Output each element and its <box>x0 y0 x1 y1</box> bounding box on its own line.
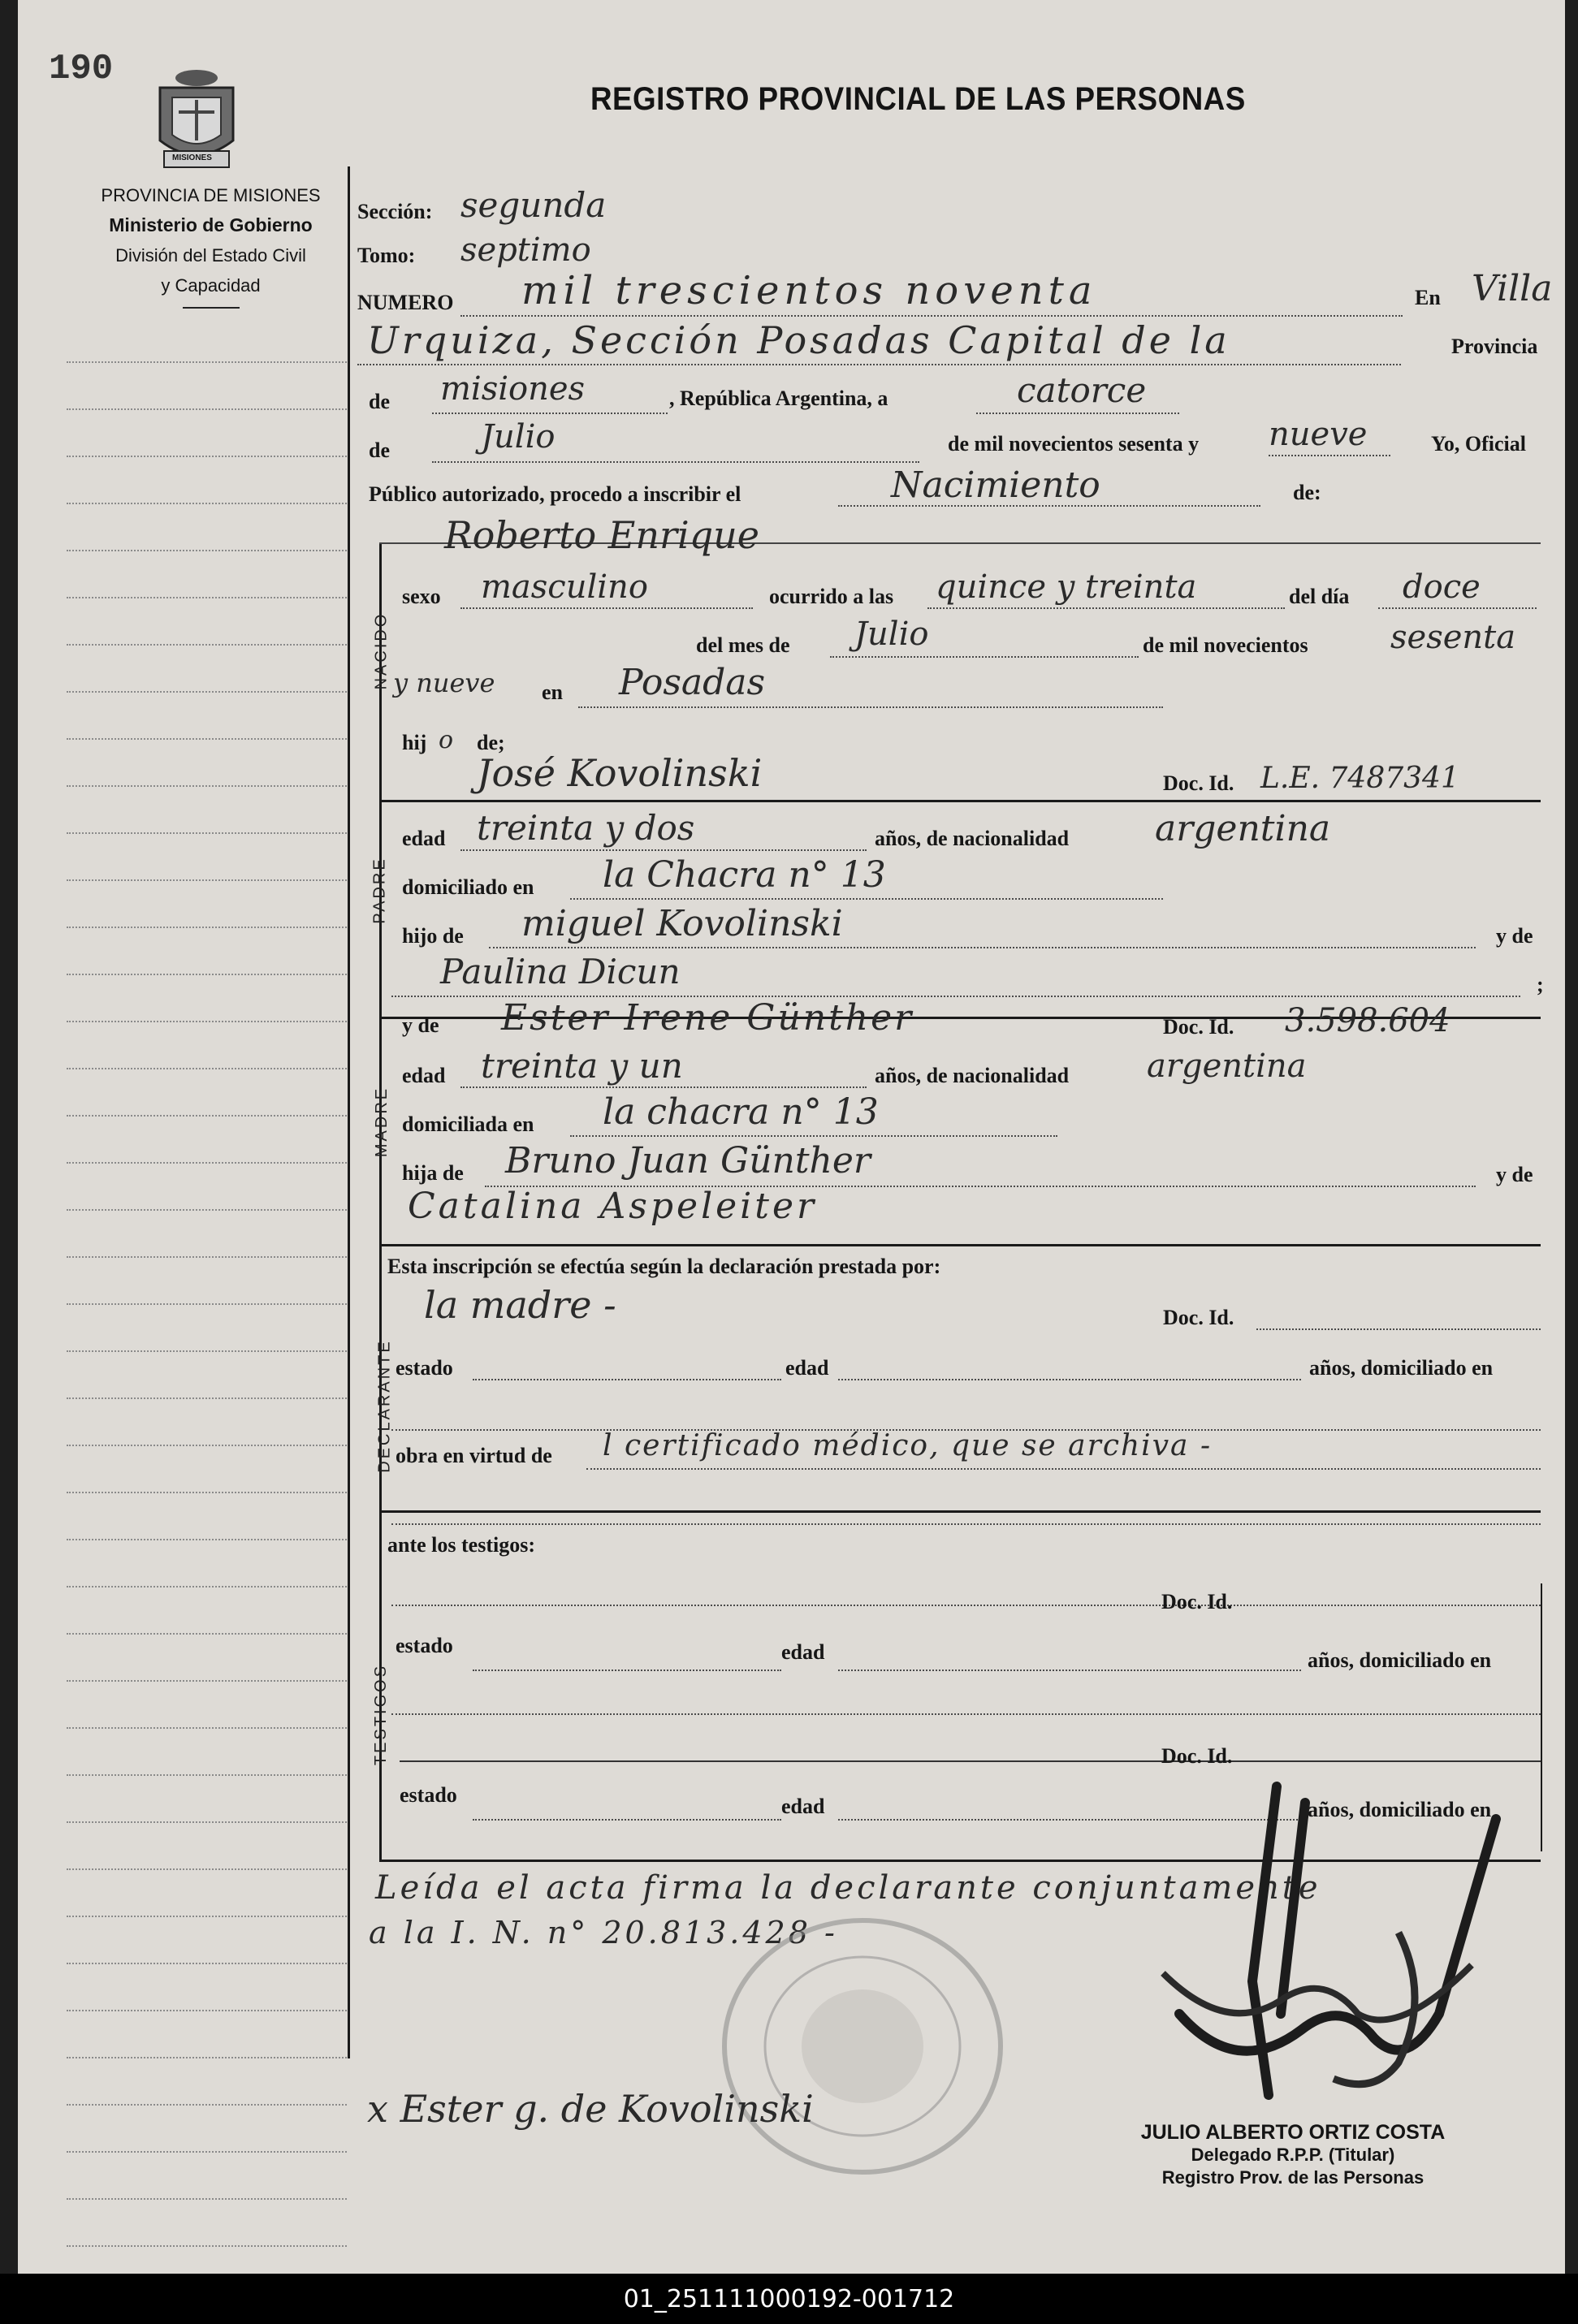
margin-line <box>67 1868 347 1870</box>
section-label-declarante: DECLARANTE <box>375 1339 394 1473</box>
label-declarante-doc: Doc. Id. <box>1163 1306 1234 1329</box>
value-anio: nueve <box>1269 416 1368 453</box>
value-madre-nac: argentina <box>1147 1048 1307 1085</box>
label-de-semicolon: de; <box>477 731 505 754</box>
margin-line <box>67 927 347 928</box>
issuer-block <box>67 180 355 309</box>
margin-line <box>67 1209 347 1211</box>
value-seccion: segunda <box>460 185 607 225</box>
label-testigo2-estado: estado <box>400 1783 457 1807</box>
label-testigo1-edad: edad <box>781 1640 825 1664</box>
margin-line <box>67 2151 347 2153</box>
margin-line <box>67 1445 347 1446</box>
label-testigo2-edad: edad <box>781 1795 825 1818</box>
value-dia-nac: doce <box>1403 568 1481 606</box>
issuer-division: División del Estado Civil <box>115 245 306 266</box>
label-madre-hija-de: hija de <box>402 1161 464 1185</box>
value-hora: quince y treinta <box>936 568 1197 606</box>
label-sexo: sexo <box>402 585 441 608</box>
margin-line <box>67 361 347 363</box>
issuer-ministry: Ministerio de Gobierno <box>109 214 313 235</box>
margin-line <box>67 691 347 693</box>
value-mes-nac: Julio <box>854 616 929 653</box>
label-testigo2-doc: Doc. Id. <box>1161 1744 1233 1768</box>
label-numero: NUMERO <box>357 291 454 314</box>
margin-line <box>67 738 347 740</box>
value-madre-nombre: Ester Irene Günther <box>501 997 914 1039</box>
value-madre-dom: la chacra n° 13 <box>603 1091 879 1133</box>
value-padre-padre: miguel Kovolinski <box>521 903 843 944</box>
label-del-mes: del mes de <box>696 633 790 657</box>
registry-number: 190 <box>49 49 114 89</box>
margin-line <box>67 1256 347 1258</box>
label-provincia: Provincia <box>1451 335 1538 358</box>
issuer-province: PROVINCIA DE MISIONES <box>101 185 321 205</box>
label-ocurrido: ocurrido a las <box>769 585 894 608</box>
value-padre-edad: treinta y dos <box>477 808 695 848</box>
margin-line <box>67 1350 347 1352</box>
official-seal-stamp <box>716 1912 1009 2180</box>
value-numero: mil trescientos noventa <box>521 268 1097 313</box>
margin-line <box>67 1539 347 1540</box>
official-name: JULIO ALBERTO ORTIZ COSTA <box>1140 2121 1446 2144</box>
registry-page <box>18 0 1565 2274</box>
label-declaracion: Esta inscripción se efectúa según la declaración prestada por: <box>387 1255 941 1278</box>
label-de-mil: de mil novecientos sesenta y <box>948 432 1200 456</box>
margin-line <box>67 1303 347 1305</box>
label-de-colon: de: <box>1293 481 1321 504</box>
label-madre-doc: Doc. Id. <box>1163 1015 1234 1039</box>
label-de-mil-nov: de mil novecientos <box>1143 633 1308 657</box>
section-label-madre: MADRE <box>373 1086 391 1158</box>
margin-line <box>67 1115 347 1117</box>
label-de-2: de <box>369 438 390 462</box>
label-padre-edad: edad <box>402 827 446 850</box>
label-testigos: ante los testigos: <box>387 1533 535 1557</box>
value-padre-nac: argentina <box>1155 808 1331 849</box>
value-acto: Nacimiento <box>891 464 1100 506</box>
official-signature <box>1131 1770 1504 2111</box>
label-padre-doc: Doc. Id. <box>1163 771 1234 795</box>
label-madre-dom: domiciliada en <box>402 1112 534 1136</box>
margin-line <box>67 644 347 646</box>
section-label-padre: PADRE <box>370 857 389 924</box>
mother-signature: x Ester g. de Kovolinski <box>367 2087 814 2131</box>
margin-line <box>67 2104 347 2106</box>
value-place-line: Urquiza, Sección Posadas Capital de la <box>367 318 1230 362</box>
value-padre-madre: Paulina Dicun <box>440 952 681 991</box>
label-obra: obra en virtud de <box>396 1444 552 1467</box>
label-yo-oficial: Yo, Oficial <box>1431 432 1526 456</box>
label-padre-y-de: y de <box>1496 924 1533 948</box>
margin-line <box>67 1162 347 1164</box>
official-office: Registro Prov. de las Personas <box>1161 2167 1425 2188</box>
label-testigo1-doc: Doc. Id. <box>1161 1590 1233 1613</box>
margin-line <box>67 974 347 975</box>
margin-line <box>67 1774 347 1776</box>
note-line-1: Leída el acta firma la declarante conjuntamente <box>375 1869 1321 1907</box>
value-en-place: Villa <box>1472 268 1553 309</box>
margin-line <box>67 879 347 881</box>
label-testigo2-anios: años, domiciliado en <box>1308 1798 1492 1821</box>
margin-line <box>67 1397 347 1399</box>
margin-line <box>67 550 347 551</box>
label-testigo1-anios: años, domiciliado en <box>1308 1648 1492 1672</box>
margin-line <box>67 832 347 834</box>
label-declarante-anios: años, domiciliado en <box>1309 1356 1494 1380</box>
margin-line <box>67 1680 347 1682</box>
label-padre-dom: domiciliado en <box>402 875 534 899</box>
official-block <box>1066 2121 1520 2189</box>
label-madre-y-de: y de <box>402 1013 439 1037</box>
margin-line <box>67 1727 347 1729</box>
label-en: En <box>1415 286 1441 309</box>
margin-line <box>67 503 347 504</box>
value-hijo-suffix: o <box>439 726 454 754</box>
margin-line <box>67 2245 347 2247</box>
scan-footer-id: 01_251111000192-001712 <box>0 2274 1578 2324</box>
margin-line <box>67 1492 347 1493</box>
margin-line <box>67 785 347 787</box>
section-label-testigos: TESTIGOS <box>372 1663 391 1766</box>
label-en-lower: en <box>542 680 563 704</box>
label-madre-nac: años, de nacionalidad <box>875 1064 1070 1087</box>
label-hijo: hij <box>402 731 427 754</box>
label-padre-hijo-de: hijo de <box>402 924 464 948</box>
margin-line <box>67 456 347 457</box>
value-tomo: septimo <box>460 231 591 269</box>
label-madre-y-de-2: y de <box>1496 1163 1533 1186</box>
margin-line <box>67 2057 347 2058</box>
label-semicolon: ; <box>1537 973 1544 996</box>
note-line-2: a la I. N. n° 20.813.428 - <box>369 1915 838 1950</box>
value-madre-madre: Catalina Aspeleiter <box>408 1186 818 1227</box>
value-provincia: misiones <box>440 370 586 408</box>
margin-line <box>67 1963 347 1964</box>
value-lugar: Posadas <box>619 662 766 703</box>
label-seccion: Sección: <box>357 200 433 223</box>
label-republica: , República Argentina, a <box>669 387 888 410</box>
official-role: Delegado R.P.P. (Titular) <box>1191 2145 1395 2165</box>
margin-line <box>67 2010 347 2011</box>
value-madre-doc: 3.598.604 <box>1285 1002 1450 1039</box>
label-padre-nac: años, de nacionalidad <box>875 827 1070 850</box>
value-madre-edad: treinta y un <box>481 1046 683 1086</box>
label-tomo: Tomo: <box>357 244 416 267</box>
value-obra: l certificado médico, que se archiva - <box>603 1429 1213 1462</box>
label-de-1: de <box>369 390 390 413</box>
value-dia: catorce <box>1017 370 1147 410</box>
margin-line <box>67 597 347 598</box>
margin-line <box>67 1916 347 1917</box>
label-testigo1-estado: estado <box>396 1634 453 1657</box>
label-declarante-estado: estado <box>396 1356 453 1380</box>
label-publico: Público autorizado, procedo a inscribir el <box>369 482 741 506</box>
margin-line <box>67 1633 347 1635</box>
label-del-dia: del día <box>1289 585 1350 608</box>
margin-line <box>67 1068 347 1069</box>
value-padre-doc: L.E. 7487341 <box>1260 762 1459 795</box>
margin-line <box>67 408 347 410</box>
margin-line <box>67 1586 347 1587</box>
label-madre-edad: edad <box>402 1064 446 1087</box>
label-declarante-edad: edad <box>785 1356 829 1380</box>
issuer-capacity: y Capacidad <box>161 275 261 296</box>
value-anio-nac-cont: y nueve <box>393 667 495 698</box>
value-nombre: Roberto Enrique <box>444 513 759 557</box>
document-title: REGISTRO PROVINCIAL DE LAS PERSONAS <box>590 81 1246 117</box>
margin-line <box>67 1821 347 1823</box>
value-mes: Julio <box>481 418 556 456</box>
value-anio-nac: sesenta <box>1390 619 1516 656</box>
value-madre-padre: Bruno Juan Günther <box>505 1140 871 1181</box>
margin-line <box>67 2198 347 2200</box>
value-sexo: masculino <box>481 568 648 606</box>
value-padre-dom: la Chacra n° 13 <box>603 854 886 896</box>
value-padre-nombre: José Kovolinski <box>477 751 763 795</box>
value-declarante: la madre - <box>424 1283 616 1327</box>
section-label-nacido: NACIDO <box>372 611 391 690</box>
emblem-caption: MISIONES <box>172 153 212 162</box>
margin-line <box>67 1021 347 1022</box>
